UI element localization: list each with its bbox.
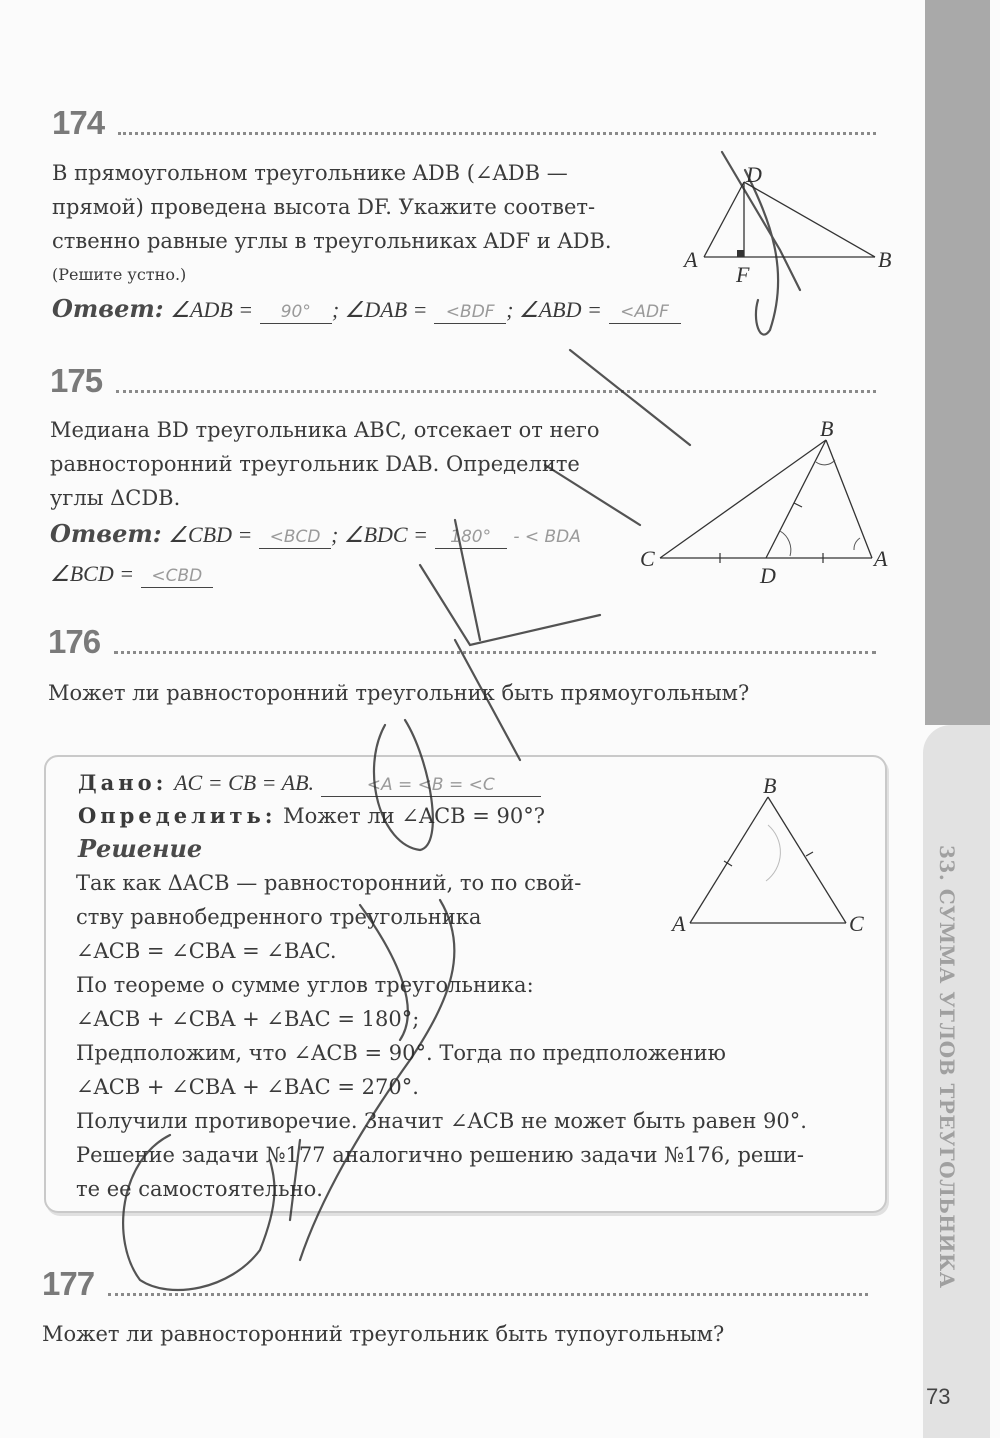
handwritten-note: - < BDA bbox=[513, 527, 581, 547]
answer-prefix: ∠BCD = bbox=[50, 561, 135, 586]
text-line: равносторонний треугольник DAB. Определите bbox=[50, 452, 580, 476]
answer-prefix: ∠ADB = bbox=[170, 297, 254, 322]
task-177-question: Может ли равносторонний треугольник быть тупоугольным? bbox=[42, 1322, 725, 1346]
vertex-label: F bbox=[736, 262, 750, 287]
solution-line: ∠ACB = ∠CBA = ∠BAC. bbox=[76, 939, 337, 963]
page-number: 73 bbox=[926, 1384, 951, 1409]
task-number: 174 bbox=[52, 104, 105, 141]
solution-line: По теореме о сумме углов треугольника: bbox=[76, 973, 534, 997]
answer-field-adb[interactable]: 90° bbox=[260, 301, 332, 324]
solution-line: Решение задачи №177 аналогично решению задачи №176, реши- bbox=[76, 1143, 804, 1167]
answer-field-dab[interactable]: <BDF bbox=[434, 301, 506, 324]
answer-prefix: ; ∠ABD = bbox=[506, 297, 602, 322]
answer-field-bcd[interactable]: <CBD bbox=[141, 565, 213, 588]
vertex-label: A bbox=[874, 546, 888, 571]
vertex-label: C bbox=[640, 546, 655, 571]
answer-field-cbd[interactable]: <BCD bbox=[259, 526, 331, 549]
find-label: Определить: bbox=[78, 803, 277, 828]
solution-line: ству равнобедренного треугольника bbox=[76, 905, 482, 929]
chapter-title: 33. СУММА УГЛОВ ТРЕУГОЛЬНИКА bbox=[935, 845, 959, 1289]
solution-line: Так как ΔACB — равносторонний, то по свой- bbox=[76, 871, 582, 895]
solution-line: те ее самостоятельно. bbox=[76, 1177, 323, 1201]
vertex-label: A bbox=[684, 247, 698, 272]
solution-heading: Решение bbox=[78, 834, 203, 863]
task-number: 175 bbox=[50, 362, 103, 399]
vertex-label: D bbox=[760, 563, 776, 588]
answer-prefix: ; ∠DAB = bbox=[331, 297, 428, 322]
vertex-label: D bbox=[746, 162, 762, 187]
answer-field-bdc[interactable]: 180° bbox=[435, 526, 507, 549]
answer-label: Ответ: bbox=[50, 519, 162, 548]
solution-line: Получили противоречие. Значит ∠ACB не может быть равен 90°. bbox=[76, 1109, 807, 1133]
task-note: (Решите устно.) bbox=[52, 265, 187, 284]
answer-prefix: ; ∠BDC = bbox=[331, 522, 428, 547]
vertex-label: C bbox=[849, 911, 864, 936]
given-handwritten-field[interactable]: <A = <B = <C bbox=[321, 774, 541, 797]
task-number: 176 bbox=[48, 623, 101, 660]
text-line: ственно равные углы в треугольниках ADF и ADB. bbox=[52, 229, 612, 253]
given-text: AC = CB = AB. bbox=[174, 770, 315, 795]
given-label: Дано: bbox=[78, 770, 168, 795]
text-line: В прямоугольном треугольнике ADB (∠ADB — bbox=[52, 161, 568, 185]
text-line: углы ΔCDB. bbox=[50, 486, 181, 510]
vertex-label: B bbox=[878, 247, 892, 272]
solution-line: ∠ACB + ∠CBA + ∠BAC = 180°; bbox=[76, 1007, 420, 1031]
find-text: Может ли ∠ACB = 90°? bbox=[283, 804, 546, 828]
text-line: Медиана BD треугольника ABC, отсекает от него bbox=[50, 418, 600, 442]
vertex-label: B bbox=[820, 416, 834, 441]
answer-label: Ответ: bbox=[52, 294, 164, 323]
answer-field-abd[interactable]: <ADF bbox=[609, 301, 681, 324]
solution-line: ∠ACB + ∠CBA + ∠BAC = 270°. bbox=[76, 1075, 419, 1099]
text-line: прямой) проведена высота DF. Укажите соответ- bbox=[52, 195, 596, 219]
answer-prefix: ∠CBD = bbox=[168, 522, 253, 547]
vertex-label: B bbox=[763, 773, 777, 798]
vertex-label: A bbox=[672, 911, 686, 936]
task-176-question: Может ли равносторонний треугольник быть прямоугольным? bbox=[48, 681, 750, 705]
task-number: 177 bbox=[42, 1265, 95, 1302]
solution-line: Предположим, что ∠ACB = 90°. Тогда по предположению bbox=[76, 1041, 726, 1065]
